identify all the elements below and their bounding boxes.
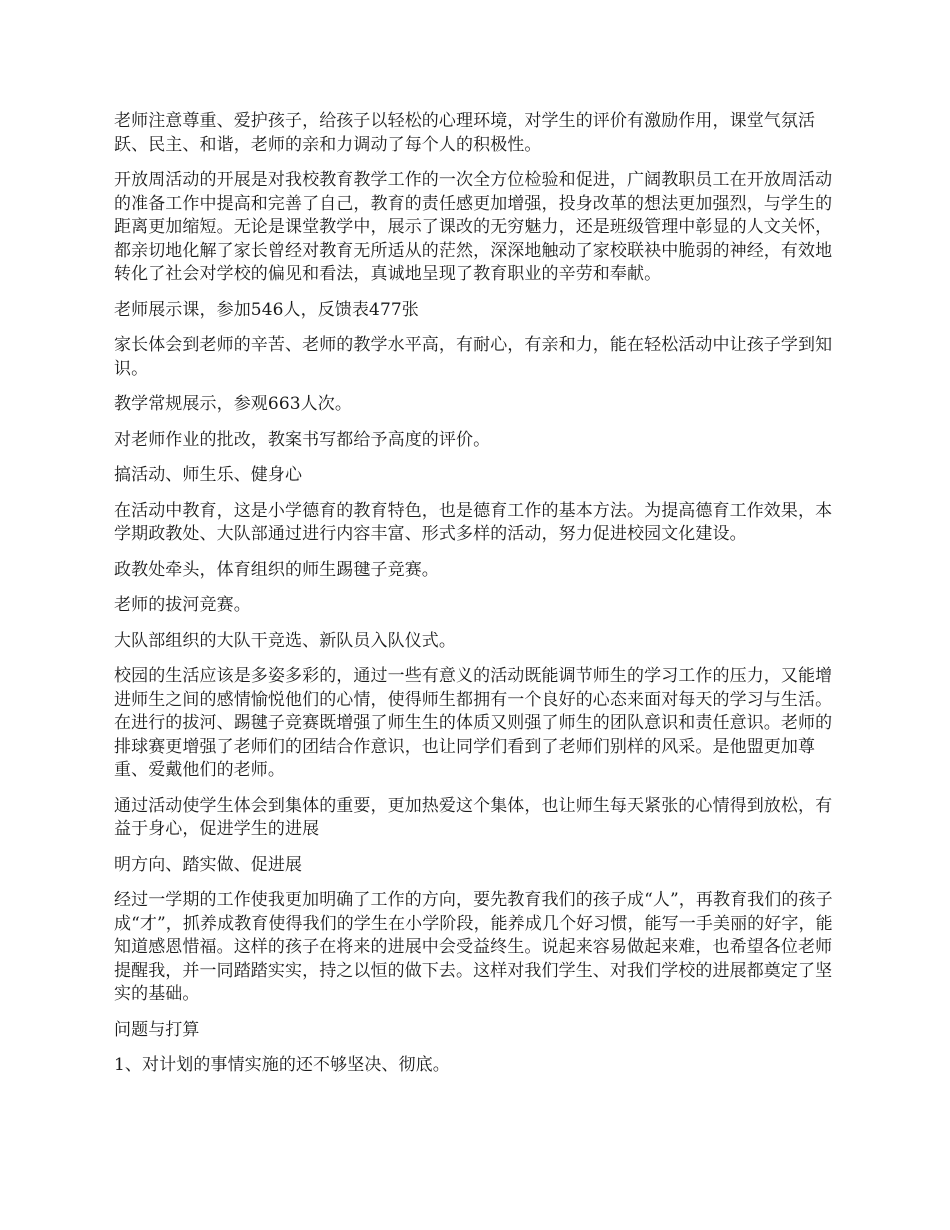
section-heading-direction: 明方向、踏实做、促进展 [114, 854, 303, 875]
section-heading-problems-plans: 问题与打算 [114, 1019, 200, 1040]
paragraph-moral-education: 在活动中教育，这是小学德育的教育特色，也是德育工作的基本方法。为提高德育工作效果，本学期政教处、大队部通过进行内容丰富、形式多样的活动，努力促进校园文化建设。 [114, 500, 833, 544]
paragraph-collective-importance: 通过活动使学生体会到集体的重要，更加热爱这个集体，也让师生每天紧张的心情得到放松，有益于身心，促进学生的进展 [114, 795, 833, 839]
section-heading-activities: 搞活动、师生乐、健身心 [114, 465, 303, 485]
paragraph-tug-of-war: 老师的拔河竞赛。 [114, 595, 251, 615]
paragraph-teacher-respect: 老师注意尊重、爱护孩子，给孩子以轻松的心理环境，对学生的评价有激励作用，课堂气氛活跃、民主、和谐，老师的亲和力调动了每个人的积极性。 [114, 111, 816, 155]
paragraph-open-week: 开放周活动的开展是对我校教育教学工作的一次全方位检验和促进，广阔教职员工在开放周活动的准备工作中提高和完善了自己，教育的责任感更加增强，投身改革的想法更加强烈，与学生的距离更加缩短。无论是课堂教学中，展示了课改的无穷魅力，还是班级管理中彰显的人文关怀，都亲切地化解了家长曾经对教育无所适从的茫然，深深地触动了家校联袂中脆弱的神经，有效地转化了社会对学校的偏见和看法，真诚地呈现了教育职业的辛劳和奉献。 [114, 170, 833, 284]
document-page [114, 110, 842, 1090]
paragraph-routine-display: 教学常规展示，参观663人次。 [114, 394, 352, 414]
paragraph-pioneer-election: 大队部组织的大队干竞选、新队员入队仪式。 [114, 630, 456, 651]
paragraph-shuttlecock-contest: 政教处牵头，体育组织的师生踢毽子竞赛。 [114, 559, 439, 580]
paragraph-campus-life: 校园的生活应该是多姿多彩的，通过一些有意义的活动既能调节师生的学习工作的压力，又能增进师生之间的感情愉悦他们的心情，使得师生都拥有一个良好的心态来面对每天的学习与生活。在进行的拔河、踢毽子竞赛既增强了师生生的体质又则强了师生的团队意识和责任意识。老师的排球赛更增强了老师们的团结合作意识，也让同学们看到了老师们别样的风采。是他盟更加尊重、爱戴他们的老师。 [114, 666, 833, 780]
paragraph-demo-class-stats: 老师展示课，参加546人，反馈表477张 [114, 299, 419, 320]
paragraph-semester-work: 经过一学期的工作使我更加明确了工作的方向，要先教育我们的孩子成“人”，再教育我们的孩子成“才”，抓养成教育使得我们的学生在小学阶段，能养成几个好习惯，能写一手美丽的好字，能知道感恩惜福。这样的孩子在将来的进展中会受益终生。说起来容易做起来难，也希望各位老师提醒我，并一同踏踏实实，持之以恒的做下去。这样对我们学生、对我们学校的进展都奠定了坚实的基础。 [114, 890, 833, 1004]
paragraph-parent-feedback: 家长体会到老师的辛苦、老师的教学水平高，有耐心，有亲和力，能在轻松活动中让孩子学到知识。 [114, 335, 833, 379]
list-item-problem-1: 1、对计划的事情实施的还不够坚决、彻底。 [114, 1055, 450, 1075]
paragraph-homework-evaluation: 对老师作业的批改，教案书写都给予高度的评价。 [114, 429, 491, 450]
